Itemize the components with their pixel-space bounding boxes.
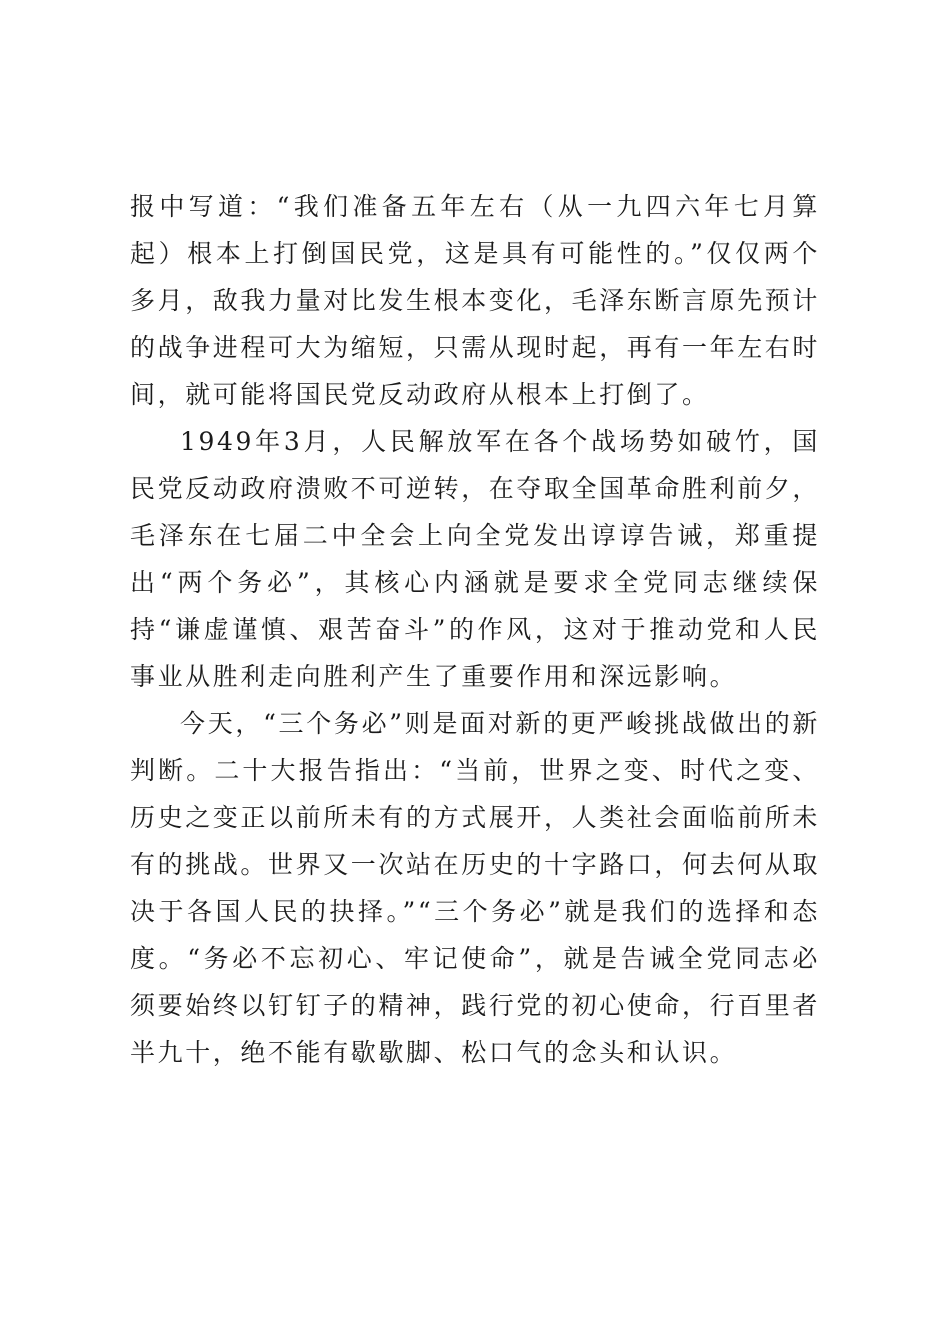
paragraph-continuation: 报中写道：“我们准备五年左右（从一九四六年七月算起）根本上打倒国民党，这是具有可能性的。”仅仅两个多月，敌我力量对比发生根本变化，毛泽东断言原先预计的战争进程可大为缩短，只需从现时起，再有一年左右时间，就可能将国民党反动政府从根本上打倒了。 [130, 192, 821, 409]
paragraph-three-musts: 今天，“三个务必”则是面对新的更严峻挑战做出的新判断。二十大报告指出：“当前，世界之变、时代之变、历史之变正以前所未有的方式展开，人类社会面临前所未有的挑战。世界又一次站在历史的十字路口，何去何从取决于各国人民的抉择。”“三个务必”就是我们的选择和态度。“务必不忘初心、牢记使命”，就是告诫全党同志必须要始终以钉钉子的精神，践行党的初心使命，行百里者半九十，绝不能有歇歇脚、松口气的念头和认识。 [130, 709, 821, 1067]
paragraph-two-musts: 1949年3月，人民解放军在各个战场势如破竹，国民党反动政府溃败不可逆转，在夺取全国革命胜利前夕，毛泽东在七届二中全会上向全党发出谆谆告诫，郑重提出“两个务必”，其核心内涵就是要求全党同志继续保持“谦虚谨慎、艰苦奋斗”的作风，这对于推动党和人民事业从胜利走向胜利产生了重要作用和深远影响。 [130, 427, 821, 691]
document-body [130, 183, 820, 1076]
